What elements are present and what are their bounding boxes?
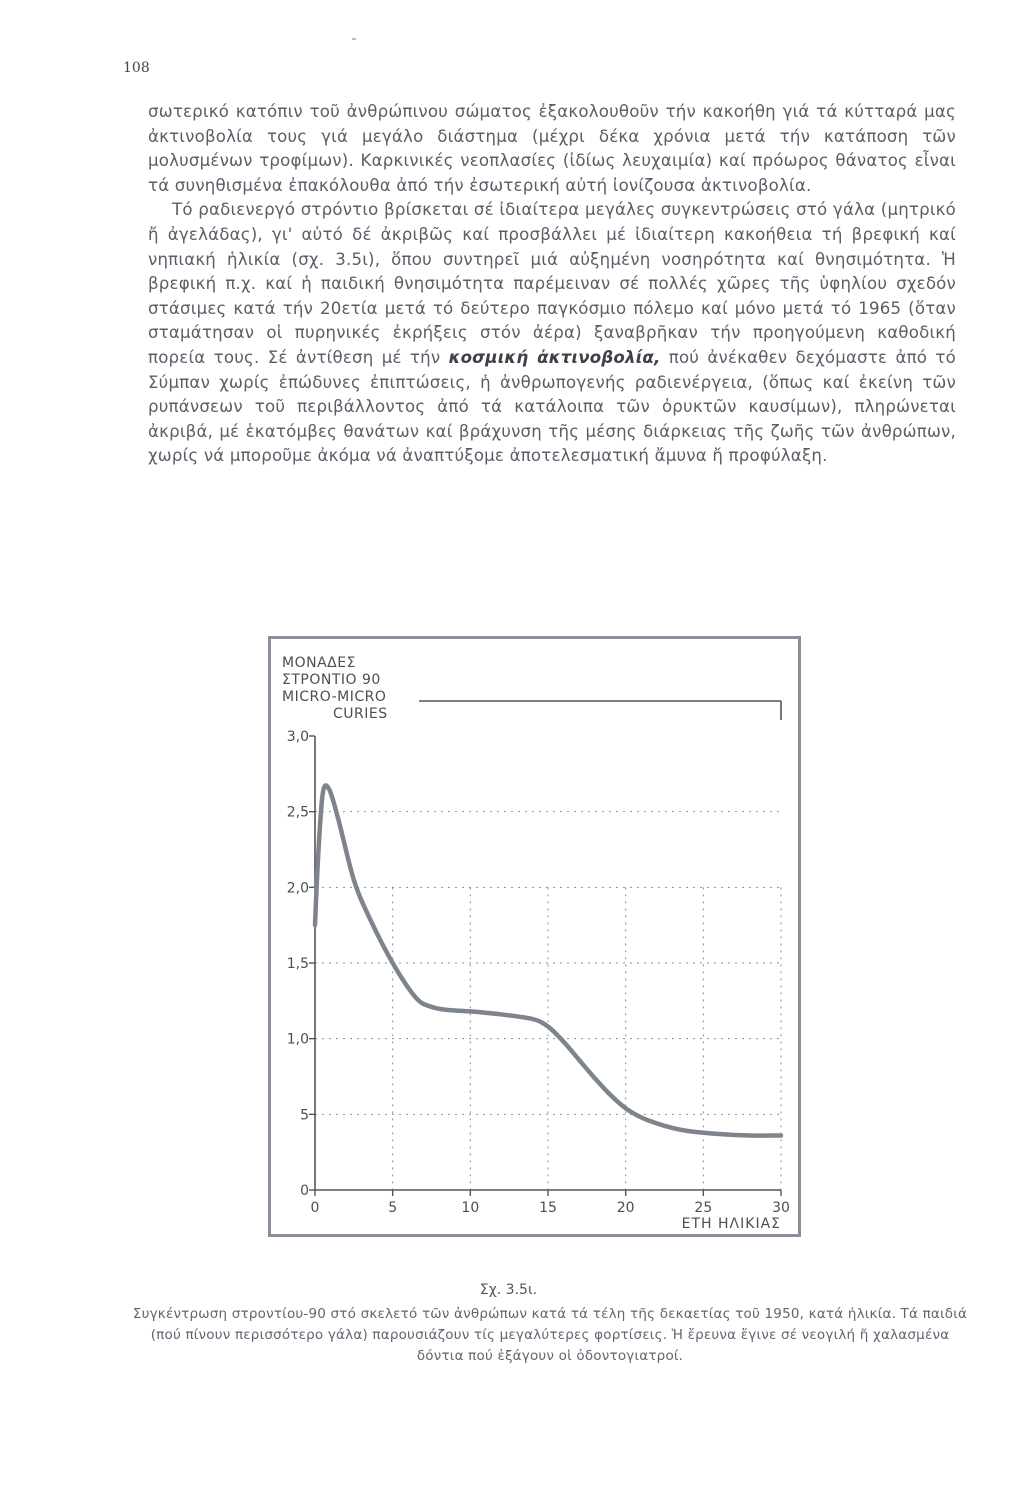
y-tick-label: 1,0 (286, 1031, 309, 1048)
y-axis-label-line: CURIES (333, 706, 388, 722)
x-tick-label: 30 (772, 1200, 790, 1216)
y-axis-label-line: MICRO-MICRO (282, 689, 387, 705)
paragraph-1: σωτερικό κατόπιν τοῦ ἀνθρώπινου σώματος ἐξακολουθοῦν τήν κακοήθη γιά τά κύτταρά μας ἀκτινοβολία τους γιά μεγάλο διάστημα (μέχρι δέκα χρόνια μετά τήν κατάποση τῶν μολυσμένων τροφίμων). Καρκινικές νεοπλασίες (ἰδίως λευχαιμία) καί πρόωρος θάνατος εἶναι τά συνηθισμένα ἐπακόλουθα ἀπό τήν ἐσωτερική αὐτή ἰονίζουσα ἀκτινοβολία. (148, 102, 956, 195)
figure-label: Σχ. 3.5ι. (479, 1282, 538, 1298)
x-tick-label: 20 (616, 1200, 635, 1216)
y-tick-label: 5 (300, 1107, 309, 1124)
x-tick-label: 15 (539, 1200, 557, 1216)
x-tick-label: 10 (461, 1200, 480, 1216)
paragraph-2-part-2: πού ἀνέκαθεν δεχόμαστε ἀπό τό Σύμπαν χωρίς ἐπώδυνες ἐπιπτώσεις, ἡ ἀνθρωπογενής ραδιενέργεια, (ὅπως καί ἐκείνη τῶν ρυπάνσεων τοῦ περιβάλλοντος ἀπό τά κατάλοιπα τῶν ὀρυκτῶν καυσίμων), πληρώνεται ἀκριβά, μέ ἑκατόμβες θανάτων καί βράχυνση τῆς μέσης διάρκειας τῆς ζωῆς τῶν ἀνθρώπων, χωρίς νά μποροῦμε ἀκόμα νά ἀναπτύξομε ἀποτελεσματική ἄμυνα ἤ προφύλαξη. (148, 347, 956, 466)
y-tick-label: 0 (300, 1183, 309, 1199)
x-tick-label: 25 (694, 1200, 713, 1216)
page-number: 108 (123, 60, 150, 76)
x-tick-label: 0 (310, 1200, 320, 1216)
paragraph-2-part-1: Τό ραδιενεργό στρόντιο βρίσκεται σέ ἰδιαίτερα μεγάλες συγκεντρώσεις στό γάλα (μητρικό ἤ ἀγελάδας), γι' αὐτό δέ ἀκριβῶς καί προσβάλλει μέ ἰδιαίτερη κακοήθεια τή βρεφική καί νηπιακή ἡλικία (σχ. 3.5ι), ὅπου συντηρεῖ μιά αὐξημένη νοσηρότητα καί θνησιμότητα. Ἡ βρεφική π.χ. καί ἡ παιδική θνησιμότητα παρέμειναν σέ πολλές χῶρες τῆς ὑφηλίου σχεδόν στάσιμες κατά τήν 20ετία μετά τό δεύτερο παγκόσμιο πόλεμο καί μόνο μετά τό 1965 (ὅταν σταμάτησαν οἱ πυρηνικές ἐκρήξεις στόν ἀέρα) ξαναβρῆκαν τήν προηγούμενη καθοδική πορεία τους. Σέ ἀντίθεση μέ τήν (148, 200, 956, 367)
y-tick-label: 3,0 (286, 729, 309, 745)
y-axis-label-line: ΣΤΡΟΝΤΙΟ 90 (282, 672, 381, 688)
y-tick-label: 1,5 (286, 956, 309, 972)
cosmic-radiation-term: κοσμική ἀκτινοβολία, (448, 347, 661, 367)
figure-caption: Συγκέντρωση στροντίου-90 στό σκελετό τῶν ἀνθρώπων κατά τά τέλη τῆς δεκαετίας τοῦ 1950, κατά ἡλικία. Τά παιδιά (πού πίνουν περισσότερο γάλα) παρουσιάζουν τίς μεγαλύτερες φορτίσεις. Ἡ ἔρευνα ἔγινε σέ νεογιλή ἤ χαλασμένα δόντια πού ἐξάγουν οἱ ὀδοντογιατροί. (132, 1306, 968, 1364)
x-tick-label: 5 (388, 1200, 398, 1216)
series-line-sr90 (315, 785, 781, 1135)
y-tick-label: 2,5 (286, 804, 309, 821)
y-axis-label-line: ΜΟΝΑΔΕΣ (282, 655, 356, 671)
x-axis-label: ΕΤΗ ΗΛΙΚΙΑΣ (681, 1216, 781, 1232)
y-tick-label: 2,0 (286, 880, 309, 897)
